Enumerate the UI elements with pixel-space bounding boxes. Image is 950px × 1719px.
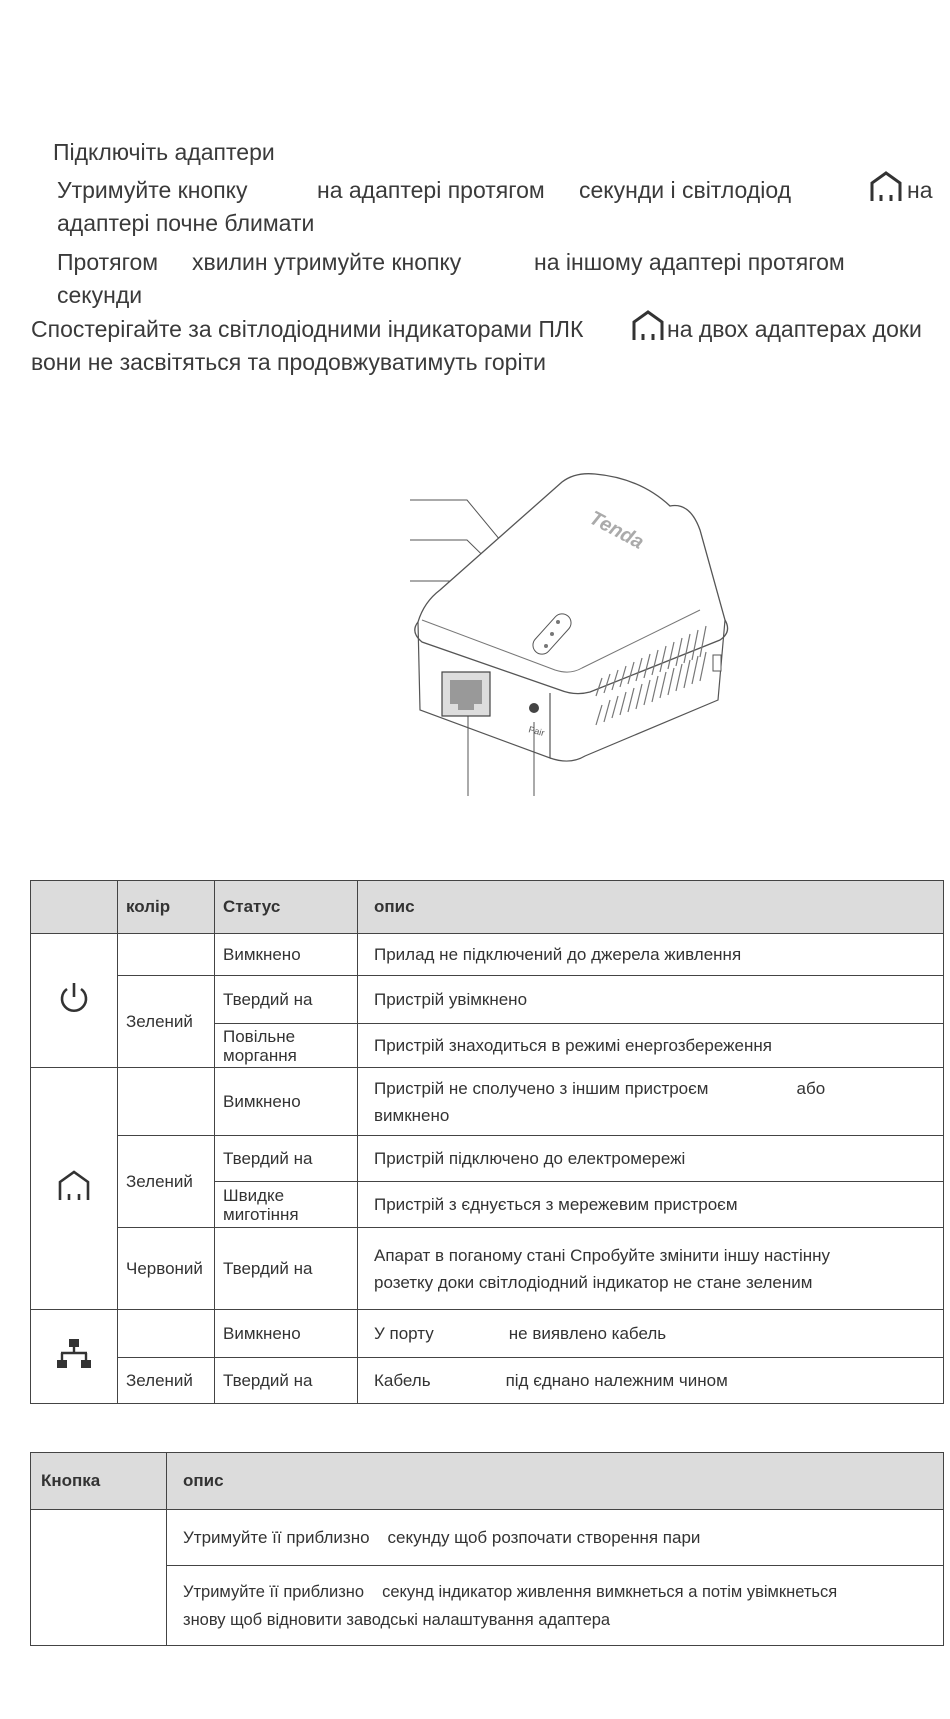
button-table (30, 1452, 944, 1646)
desc-cell: Пристрій з єднується з мережевим пристроєм (358, 1182, 944, 1228)
step1-text-a: Утримуйте кнопку (57, 177, 248, 203)
status-cell: Вимкнено (215, 1068, 358, 1136)
network-icon (56, 1338, 92, 1370)
status-cell: Повільне моргання (215, 1024, 358, 1068)
desc-part: Пристрій не сполучено з іншим пристроєм (374, 1078, 709, 1098)
desc-cell: Прилад не підключений до джерела живлення (358, 934, 944, 976)
desc-part: Апарат в поганому стані Спробуйте змінити іншу настінну (374, 1245, 831, 1265)
header-button: Кнопка (31, 1453, 167, 1510)
table-row (31, 1358, 944, 1404)
step1-text-d: на (907, 177, 933, 203)
status-cell: Твердий на (215, 1228, 358, 1310)
desc-part: Утримуйте її приблизно (183, 1582, 365, 1601)
status-cell: Твердий на (215, 976, 358, 1024)
status-cell: Вимкнено (215, 1310, 358, 1358)
status-cell: Твердий на (215, 1136, 358, 1182)
step1-line2: адаптері почне блимати (57, 210, 315, 236)
desc-cell (167, 1566, 944, 1646)
desc-cell: Пристрій увімкнено (358, 976, 944, 1024)
status-cell: Вимкнено (215, 934, 358, 976)
header-desc: опис (358, 881, 944, 934)
step2-line2: секунди (57, 282, 143, 308)
button-cell-empty (31, 1510, 167, 1646)
table-row (31, 934, 944, 976)
desc-cell (358, 1310, 944, 1358)
step3-line1 (31, 313, 950, 346)
table-row (31, 1310, 944, 1358)
step2-text-c: на іншому адаптері протягом (534, 249, 845, 275)
status-cell: Швидке миготіння (215, 1182, 358, 1228)
step1-line1 (57, 174, 950, 207)
step3-text-a: Спостерігайте за світлодіодними індикаторами ПЛК (31, 316, 584, 342)
adapter-illustration (400, 460, 750, 805)
plc-icon-cell (31, 1068, 118, 1310)
color-cell: Зелений (118, 976, 215, 1068)
power-icon (58, 981, 90, 1015)
step2-line1 (57, 246, 937, 279)
desc-part: Утримуйте її приблизно (183, 1527, 370, 1547)
house-icon (631, 309, 665, 352)
table-row (31, 1228, 944, 1310)
desc-cell (358, 1228, 944, 1310)
step3-text-b: на двох адаптерах доки (667, 316, 922, 342)
desc-cell (167, 1510, 944, 1566)
desc-part: розетку доки світлодіодний індикатор не стане зеленим (374, 1272, 813, 1292)
desc-part: не виявлено кабель (508, 1323, 667, 1343)
led-status-table (30, 880, 944, 1404)
table-row (31, 976, 944, 1024)
desc-part: знову щоб відновити заводські налаштування адаптера (183, 1610, 611, 1629)
power-color-empty (118, 934, 215, 976)
color-cell: Зелений (118, 1358, 215, 1404)
pair-label: Pair (527, 724, 546, 739)
desc-part: Кабель (374, 1370, 431, 1390)
step1-text-c: секунди і світлодіод (579, 177, 792, 203)
table-row (31, 1068, 944, 1136)
house-icon (869, 170, 903, 213)
desc-cell (358, 1068, 944, 1136)
header-color: колір (118, 881, 215, 934)
desc-part: секунд індикатор живлення вимкнеться а потім увімкнеться (382, 1582, 838, 1601)
color-cell: Зелений (118, 1136, 215, 1228)
color-cell: Червоний (118, 1228, 215, 1310)
house-icon (57, 1169, 91, 1203)
step1-text-b: на адаптері протягом (317, 177, 545, 203)
table-header-row (31, 881, 944, 934)
header-status: Статус (215, 881, 358, 934)
header-icon (31, 881, 118, 934)
eth-color-empty (118, 1310, 215, 1358)
step2-text-b: хвилин утримуйте кнопку (192, 249, 462, 275)
desc-cell: Пристрій знаходиться в режимі енергозбереження (358, 1024, 944, 1068)
ethernet-port (442, 672, 490, 716)
step2-text-a: Протягом (57, 249, 159, 275)
desc-cell (358, 1358, 944, 1404)
desc-part: У порту (374, 1323, 434, 1343)
power-icon-cell (31, 934, 118, 1068)
instructions-heading: Підключіть адаптери (53, 139, 275, 165)
table-header-row (31, 1453, 944, 1510)
status-cell: Твердий на (215, 1358, 358, 1404)
plc-color-empty (118, 1068, 215, 1136)
desc-part: під єднано належним чином (505, 1370, 728, 1390)
brand-logo: Tenda (585, 506, 648, 554)
desc-cell: Пристрій підключено до електромережі (358, 1136, 944, 1182)
header-desc: опис (167, 1453, 944, 1510)
table-row (31, 1510, 944, 1566)
desc-part: секунду щоб розпочати створення пари (387, 1527, 701, 1547)
desc-part: вимкнено (374, 1105, 450, 1125)
eth-icon-cell (31, 1310, 118, 1404)
table-row (31, 1136, 944, 1182)
step3-line2: вони не засвітяться та продовжуватимуть горіти (31, 349, 546, 375)
table-row (31, 1566, 944, 1646)
desc-part: або (796, 1078, 826, 1098)
